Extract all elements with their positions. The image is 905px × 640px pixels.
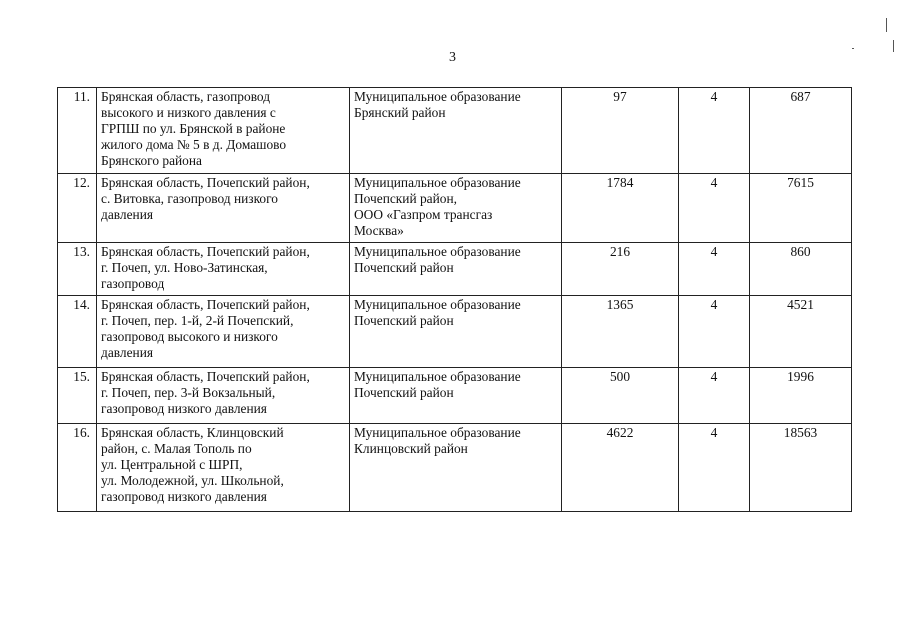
column-4-value: 4 [679,296,750,368]
object-address-cell [97,368,350,424]
column-5-value: 4521 [750,296,852,368]
address-line: Брянская область, Почепский район, [101,175,310,190]
column-4-value: 4 [679,368,750,424]
address-line: ул. Молодежной, ул. Школьной, [101,473,284,488]
column-5-value: 687 [750,88,852,174]
owner-line: Москва» [354,223,404,238]
owner-line: Клинцовский район [354,441,468,456]
table-row [58,424,852,512]
column-4-value: 4 [679,174,750,243]
row-number: 13. [58,243,97,296]
table-row [58,368,852,424]
row-number: 12. [58,174,97,243]
address-line: с. Витовка, газопровод низкого [101,191,278,206]
address-line: Брянского района [101,153,202,168]
address-line: высокого и низкого давления с [101,105,276,120]
owner-cell [350,243,562,296]
owner-line: Брянский район [354,105,446,120]
owner-line: Муниципальное образование [354,244,521,259]
column-4-value: 4 [679,243,750,296]
gas-pipeline-registry-table [57,87,852,512]
owner-line: ООО «Газпром трансгаз [354,207,493,222]
row-number: 11. [58,88,97,174]
length-value: 216 [562,243,679,296]
owner-cell [350,88,562,174]
row-number: 16. [58,424,97,512]
column-4-value: 4 [679,88,750,174]
object-address-cell [97,88,350,174]
object-address-cell [97,424,350,512]
address-line: жилого дома № 5 в д. Домашово [101,137,287,152]
owner-line: Почепский район, [354,191,458,206]
address-line: ГРПШ по ул. Брянской в районе [101,121,286,136]
address-line: газопровод низкого давления [101,489,267,504]
length-value: 500 [562,368,679,424]
address-line: газопровод низкого давления [101,401,267,416]
owner-line: Почепский район [354,260,454,275]
owner-cell [350,424,562,512]
table-row [58,296,852,368]
owner-cell [350,296,562,368]
length-value: 4622 [562,424,679,512]
address-line: г. Почеп, ул. Ново-Затинская, [101,260,268,275]
owner-line: Муниципальное образование [354,89,521,104]
scan-artifact-mark [852,48,854,49]
row-number: 14. [58,296,97,368]
owner-line: Муниципальное образование [354,425,521,440]
owner-line: Почепский район [354,313,454,328]
column-5-value: 1996 [750,368,852,424]
scan-artifact-mark [893,40,894,52]
length-value: 1784 [562,174,679,243]
address-line: ул. Центральной с ШРП, [101,457,243,472]
owner-line: Муниципальное образование [354,175,521,190]
address-line: Брянская область, газопровод [101,89,271,104]
column-5-value: 7615 [750,174,852,243]
address-line: Брянская область, Почепский район, [101,244,310,259]
owner-line: Муниципальное образование [354,297,521,312]
address-line: газопровод [101,276,165,291]
column-5-value: 18563 [750,424,852,512]
address-line: давления [101,345,154,360]
table-row [58,243,852,296]
object-address-cell [97,174,350,243]
object-address-cell [97,296,350,368]
address-line: г. Почеп, пер. 3-й Вокзальный, [101,385,276,400]
column-5-value: 860 [750,243,852,296]
address-line: г. Почеп, пер. 1-й, 2-й Почепский, [101,313,294,328]
length-value: 1365 [562,296,679,368]
page-number: 3 [449,50,456,65]
object-address-cell [97,243,350,296]
column-4-value: 4 [679,424,750,512]
table-row [58,174,852,243]
table-row [58,88,852,174]
owner-cell [350,174,562,243]
row-number: 15. [58,368,97,424]
address-line: давления [101,207,154,222]
address-line: Брянская область, Почепский район, [101,297,310,312]
address-line: Брянская область, Почепский район, [101,369,310,384]
address-line: газопровод высокого и низкого [101,329,278,344]
owner-line: Почепский район [354,385,454,400]
length-value: 97 [562,88,679,174]
address-line: район, с. Малая Тополь по [101,441,252,456]
owner-cell [350,368,562,424]
owner-line: Муниципальное образование [354,369,521,384]
scan-artifact-mark [886,18,887,32]
address-line: Брянская область, Клинцовский [101,425,284,440]
